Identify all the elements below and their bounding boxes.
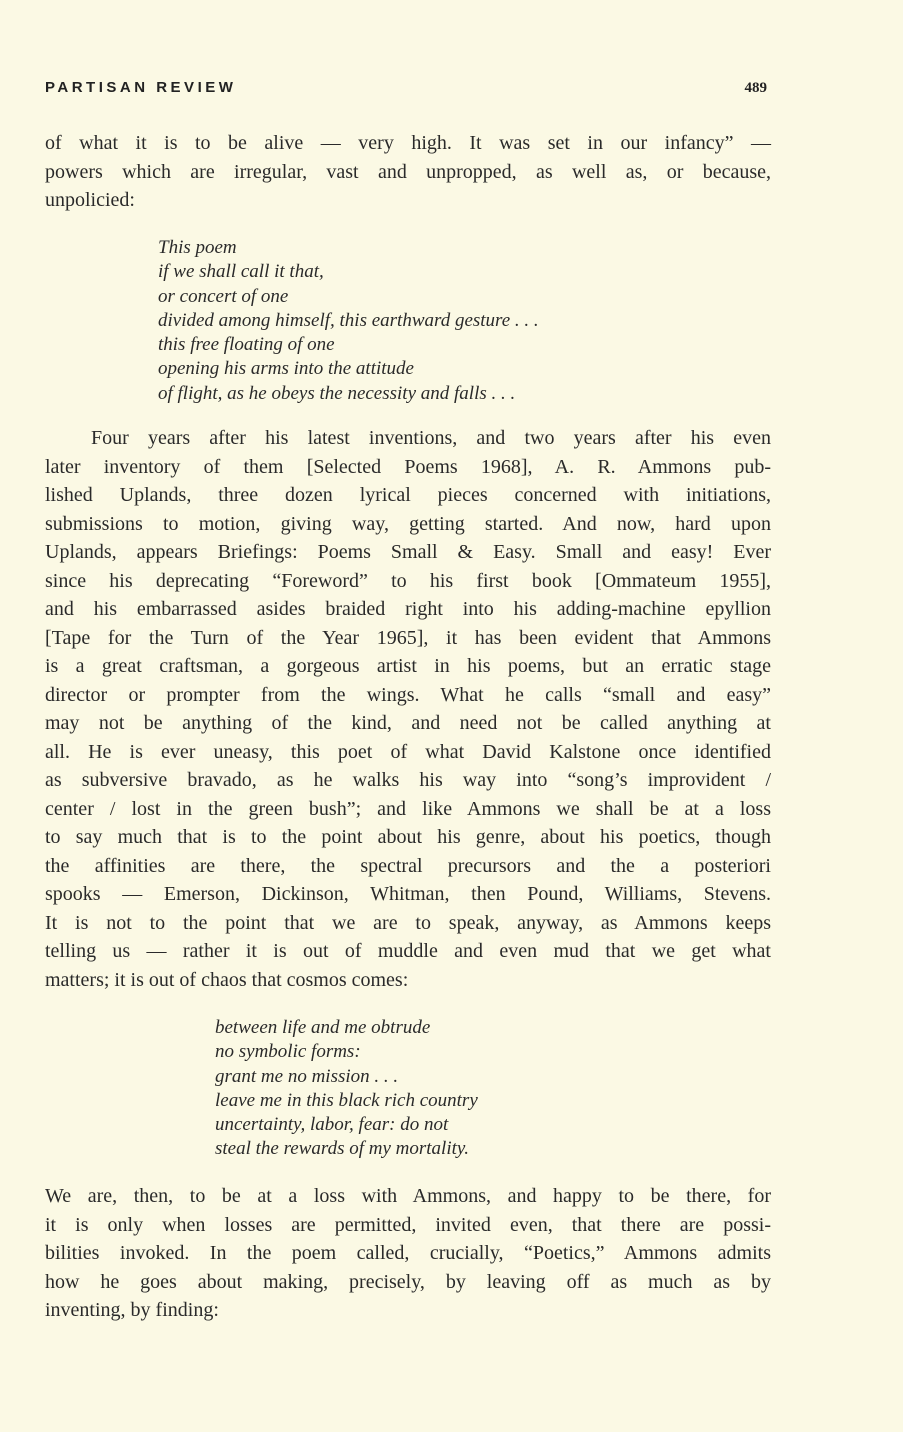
- verse-line: between life and me obtrude: [215, 1017, 431, 1038]
- text-line: inventing, by finding:: [45, 1299, 219, 1321]
- text-line: center / lost in the green bush”; and like Ammons we shall be at a loss: [45, 797, 771, 820]
- journal-title: PARTISAN REVIEW: [45, 79, 237, 96]
- text-line: as subversive bravado, as he walks his way into “song’s improvident /: [45, 769, 771, 791]
- text-line: unpolicied:: [45, 189, 135, 211]
- text-line: powers which are irregular, vast and unpropped, as well as, or because,: [45, 160, 771, 183]
- verse-quotation-2: [215, 1016, 478, 1162]
- text-line: may not be anything of the kind, and need not be called anything at: [45, 712, 771, 734]
- verse-line: divided among himself, this earthward gesture . . .: [158, 309, 539, 331]
- verse-line: uncertainty, labor, fear: do not: [215, 1114, 449, 1136]
- text-line: We are, then, to be at a loss with Ammons, and happy to be there, for: [45, 1185, 771, 1207]
- verse-line: grant me no mission . . .: [215, 1065, 399, 1087]
- text-line: submissions to motion, giving way, getting started. And now, hard upon: [45, 512, 771, 535]
- text-line: is a great craftsman, a gorgeous artist in his poems, but an erratic stage: [45, 655, 771, 677]
- paragraph-poetics: [45, 1182, 771, 1325]
- verse-line: This poem: [158, 237, 237, 258]
- text-line: to say much that is to the point about his genre, about his poetics, though: [45, 826, 771, 848]
- text-line: It is not to the point that we are to speak, anyway, as Ammons keeps: [45, 911, 771, 934]
- text-line: of what it is to be alive — very high. It was set in our infancy” —: [45, 132, 771, 154]
- text-line: matters; it is out of chaos that cosmos comes:: [45, 968, 409, 991]
- verse-line: leave me in this black rich country: [215, 1089, 478, 1111]
- text-line: lished Uplands, three dozen lyrical pieces concerned with initiations,: [45, 484, 771, 506]
- text-line: all. He is ever uneasy, this poet of what David Kalstone once identified: [45, 740, 771, 763]
- verse-quotation-1: [158, 236, 539, 406]
- verse-line: this free floating of one: [158, 334, 335, 356]
- page-number: 489: [744, 80, 767, 96]
- verse-line: or concert of one: [158, 285, 289, 307]
- paragraph-continuation: [45, 129, 771, 215]
- text-line: and his embarrassed asides braided right into his adding-machine epyllion: [45, 598, 771, 620]
- text-line: later inventory of them [Selected Poems 1968], A. R. Ammons pub-: [45, 455, 771, 478]
- text-line: [Tape for the Turn of the Year 1965], it has been evident that Ammons: [45, 626, 771, 649]
- running-head: [45, 78, 767, 98]
- verse-line: if we shall call it that,: [158, 261, 324, 283]
- text-line: telling us — rather it is out of muddle and even mud that we get what: [45, 940, 771, 962]
- paragraph-ammons-briefings: [45, 424, 771, 994]
- text-line: Uplands, appears Briefings: Poems Small & Easy. Small and easy! Ever: [45, 541, 771, 563]
- text-line: Four years after his latest inventions, and two years after his even: [91, 427, 771, 449]
- text-line: it is only when losses are permitted, invited even, that there are possi-: [45, 1213, 771, 1236]
- verse-line: no symbolic forms:: [215, 1041, 361, 1063]
- verse-line: of flight, as he obeys the necessity and falls . . .: [158, 382, 516, 404]
- verse-line: steal the rewards of my mortality.: [215, 1138, 470, 1160]
- text-line: director or prompter from the wings. What he calls “small and easy”: [45, 683, 771, 706]
- text-line: how he goes about making, precisely, by leaving off as much as by: [45, 1270, 771, 1293]
- text-line: since his deprecating “Foreword” to his first book [Ommateum 1955],: [45, 569, 771, 592]
- text-line: bilities invoked. In the poem called, crucially, “Poetics,” Ammons admits: [45, 1242, 771, 1264]
- text-line: spooks — Emerson, Dickinson, Whitman, then Pound, Williams, Stevens.: [45, 883, 771, 905]
- text-line: the affinities are there, the spectral precursors and the a posteriori: [45, 854, 771, 877]
- verse-line: opening his arms into the attitude: [158, 358, 414, 380]
